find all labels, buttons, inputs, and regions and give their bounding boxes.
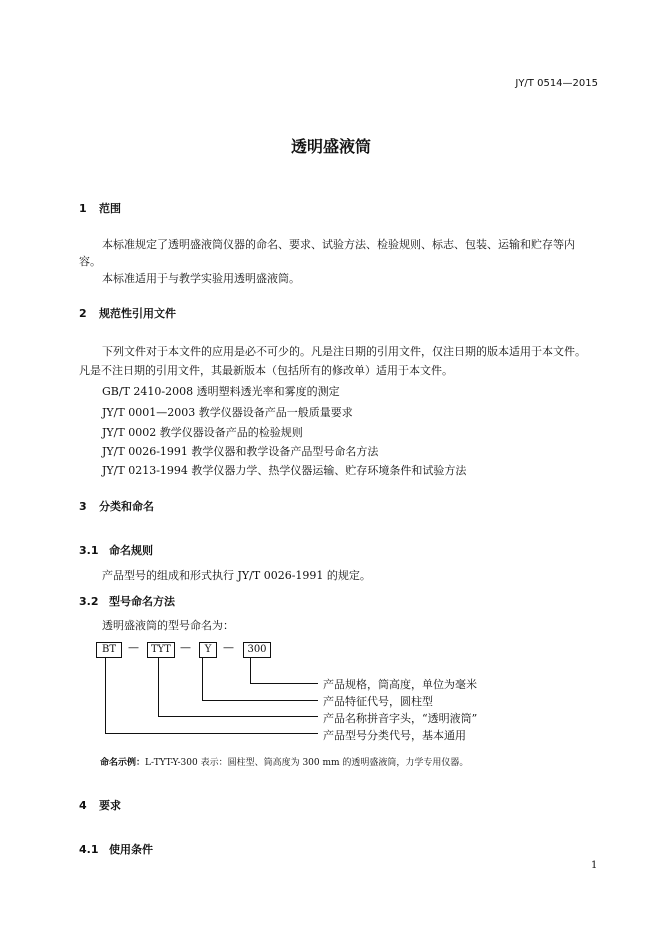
paragraph: 本标准适用于与教学实验用透明盛液筒。 (102, 272, 300, 285)
reference-item: GB/T 2410-2008 透明塑料透光率和雾度的测定 (102, 385, 340, 398)
section-number: 3.2 (79, 595, 99, 608)
section-title: 使用条件 (109, 843, 153, 856)
leader-line (158, 716, 318, 717)
model-box-tyt: TYT (147, 642, 175, 658)
section-1-heading (79, 200, 121, 216)
leader-line (158, 658, 159, 716)
paragraph: 下列文件对于本文件的应用是必不可少的。凡是注日期的引用文件，仅注日期的版本适用于本文件。 (102, 345, 586, 358)
section-3-2-heading (79, 593, 175, 609)
section-number: 1 (79, 202, 87, 215)
example-label: 命名示例： (100, 758, 146, 768)
section-number: 4.1 (79, 843, 99, 856)
model-dash: — (223, 641, 234, 654)
paragraph: 容。 (79, 255, 101, 268)
reference-item: JY/T 0001—2003 教学仪器设备产品一般质量要求 (102, 406, 353, 419)
leader-line (250, 658, 251, 683)
section-title: 分类和命名 (99, 500, 154, 513)
model-annotation: 产品型号分类代号，基本通用 (323, 729, 466, 742)
section-title: 要求 (99, 799, 121, 812)
reference-item: JY/T 0002 教学仪器设备产品的检验规则 (102, 426, 303, 439)
page-title: 透明盛液筒 (290, 137, 371, 156)
reference-item: JY/T 0213-1994 教学仪器力学、热学仪器运输、贮存环境条件和试验方法 (102, 464, 467, 477)
example-text: L-TYT-Y-300 表示：圆柱型、筒高度为 300 mm 的透明盛液筒，力学专用仪器。 (145, 758, 469, 768)
model-box-bt: BT (96, 642, 122, 658)
leader-line (105, 733, 318, 734)
section-number: 4 (79, 799, 87, 812)
model-box-y: Y (199, 642, 217, 658)
model-dash: — (128, 641, 139, 654)
section-number: 3.1 (79, 544, 99, 557)
section-title: 命名规则 (109, 544, 153, 557)
leader-line (202, 658, 203, 700)
model-annotation: 产品特征代号，圆柱型 (323, 695, 433, 708)
page-number: 1 (591, 860, 598, 871)
reference-item: JY/T 0026-1991 教学仪器和教学设备产品型号命名方法 (102, 445, 379, 458)
section-number: 2 (79, 307, 87, 320)
section-2-heading (79, 305, 176, 321)
leader-line (202, 700, 318, 701)
model-annotation: 产品名称拼音字头，“透明液筒” (323, 712, 478, 725)
leader-line (105, 658, 106, 733)
section-title: 规范性引用文件 (99, 307, 176, 320)
standard-id: JY/T 0514—2015 (515, 78, 598, 89)
model-box-300: 300 (243, 642, 271, 658)
paragraph: 透明盛液筒的型号命名为： (102, 619, 234, 632)
naming-example (100, 755, 468, 768)
paragraph: 本标准规定了透明盛液筒仪器的命名、要求、试验方法、检验规则、标志、包装、运输和贮存等内 (102, 238, 575, 251)
section-3-heading (79, 498, 154, 514)
leader-line (250, 683, 318, 684)
paragraph: 产品型号的组成和形式执行 JY/T 0026-1991 的规定。 (102, 569, 371, 582)
section-3-1-heading (79, 542, 153, 558)
section-title: 型号命名方法 (109, 595, 175, 608)
model-dash: — (180, 641, 191, 654)
section-4-heading (79, 797, 121, 813)
section-title: 范围 (99, 202, 121, 215)
paragraph: 凡是不注日期的引用文件，其最新版本（包括所有的修改单）适用于本文件。 (79, 364, 453, 377)
section-4-1-heading (79, 841, 153, 857)
model-annotation: 产品规格，筒高度，单位为毫米 (323, 678, 477, 691)
section-number: 3 (79, 500, 87, 513)
